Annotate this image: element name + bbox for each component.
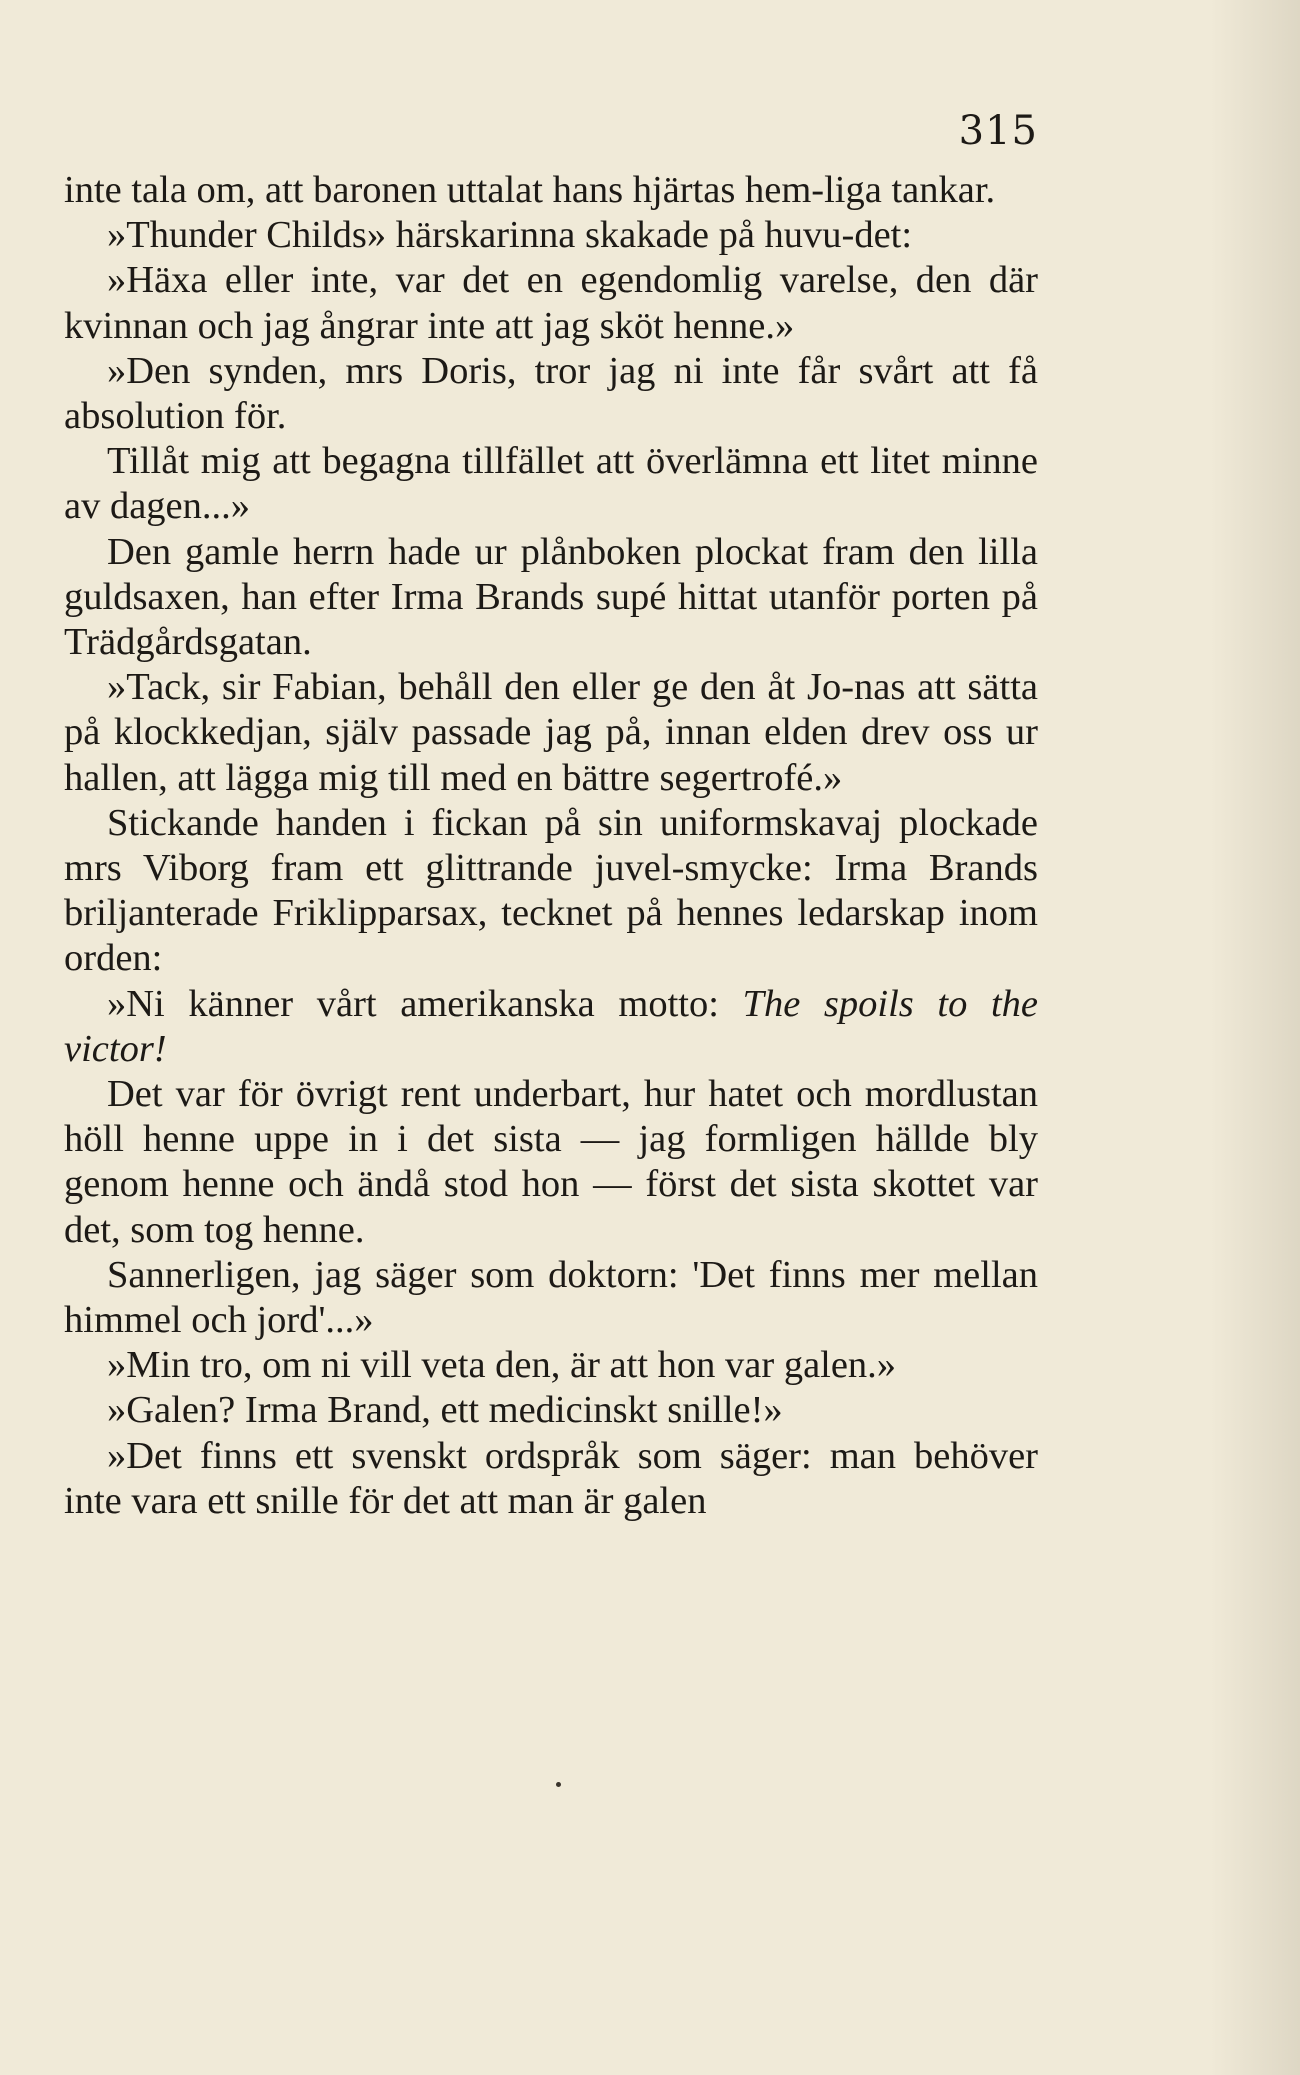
paragraph: inte tala om, att baronen uttalat hans hjärtas hem-liga tankar. <box>64 169 996 211</box>
paragraph: »Det finns ett svenskt ordspråk som säger: man behöver inte vara ett snille för det att man är galen <box>64 1434 1038 1522</box>
page-number: 315 <box>958 108 1038 154</box>
paragraph: »Galen? Irma Brand, ett medicinskt snille!» <box>107 1389 783 1432</box>
paragraph: Den gamle herrn hade ur plånboken plockat fram den lilla guldsaxen, han efter Irma Brands supé hittat utanför porten på Trädgårdsgatan. <box>64 530 1038 664</box>
body-text <box>64 168 1038 1524</box>
paragraph: »Thunder Childs» härskarinna skakade på huvu-det: <box>107 214 913 257</box>
paragraph: Tillåt mig att begagna tillfället att överlämna ett litet minne av dagen...» <box>64 440 1038 528</box>
ink-speck <box>556 1782 561 1787</box>
paragraph <box>64 982 1038 1072</box>
paragraph: Stickande handen i fickan på sin uniformskavaj plockade mrs Viborg fram ett glittrande juvel-smycke: Irma Brands briljanterade Friklipparsax, tecknet på hennes ledarskap inom orden: <box>64 801 1038 980</box>
paragraph: »Den synden, mrs Doris, tror jag ni inte får svårt att få absolution för. <box>64 349 1038 438</box>
paragraph-text: »Ni känner vårt amerikanska motto: <box>107 982 743 1025</box>
paragraph: »Tack, sir Fabian, behåll den eller ge den åt Jo-nas att sätta på klockkedjan, själv passade jag på, innan elden drev oss ur hallen, att lägga mig till med en bättre segertrofé.» <box>64 666 1038 799</box>
paragraph: Det var för övrigt rent underbart, hur hatet och mordlustan höll henne uppe in i det sista — jag formligen hällde bly genom henne och ändå stod hon — först det sista skottet var det, som tog henne. <box>64 1073 1038 1251</box>
paragraph: »Häxa eller inte, var det en egendomlig varelse, den där kvinnan och jag ångrar inte att jag sköt henne.» <box>64 259 1038 347</box>
italic-motto: The spoils to the victor! <box>64 982 1038 1070</box>
paragraph: »Min tro, om ni vill veta den, är att hon var galen.» <box>107 1344 897 1387</box>
paragraph: Sannerligen, jag säger som doktorn: 'Det finns mer mellan himmel och jord'...» <box>64 1253 1038 1342</box>
